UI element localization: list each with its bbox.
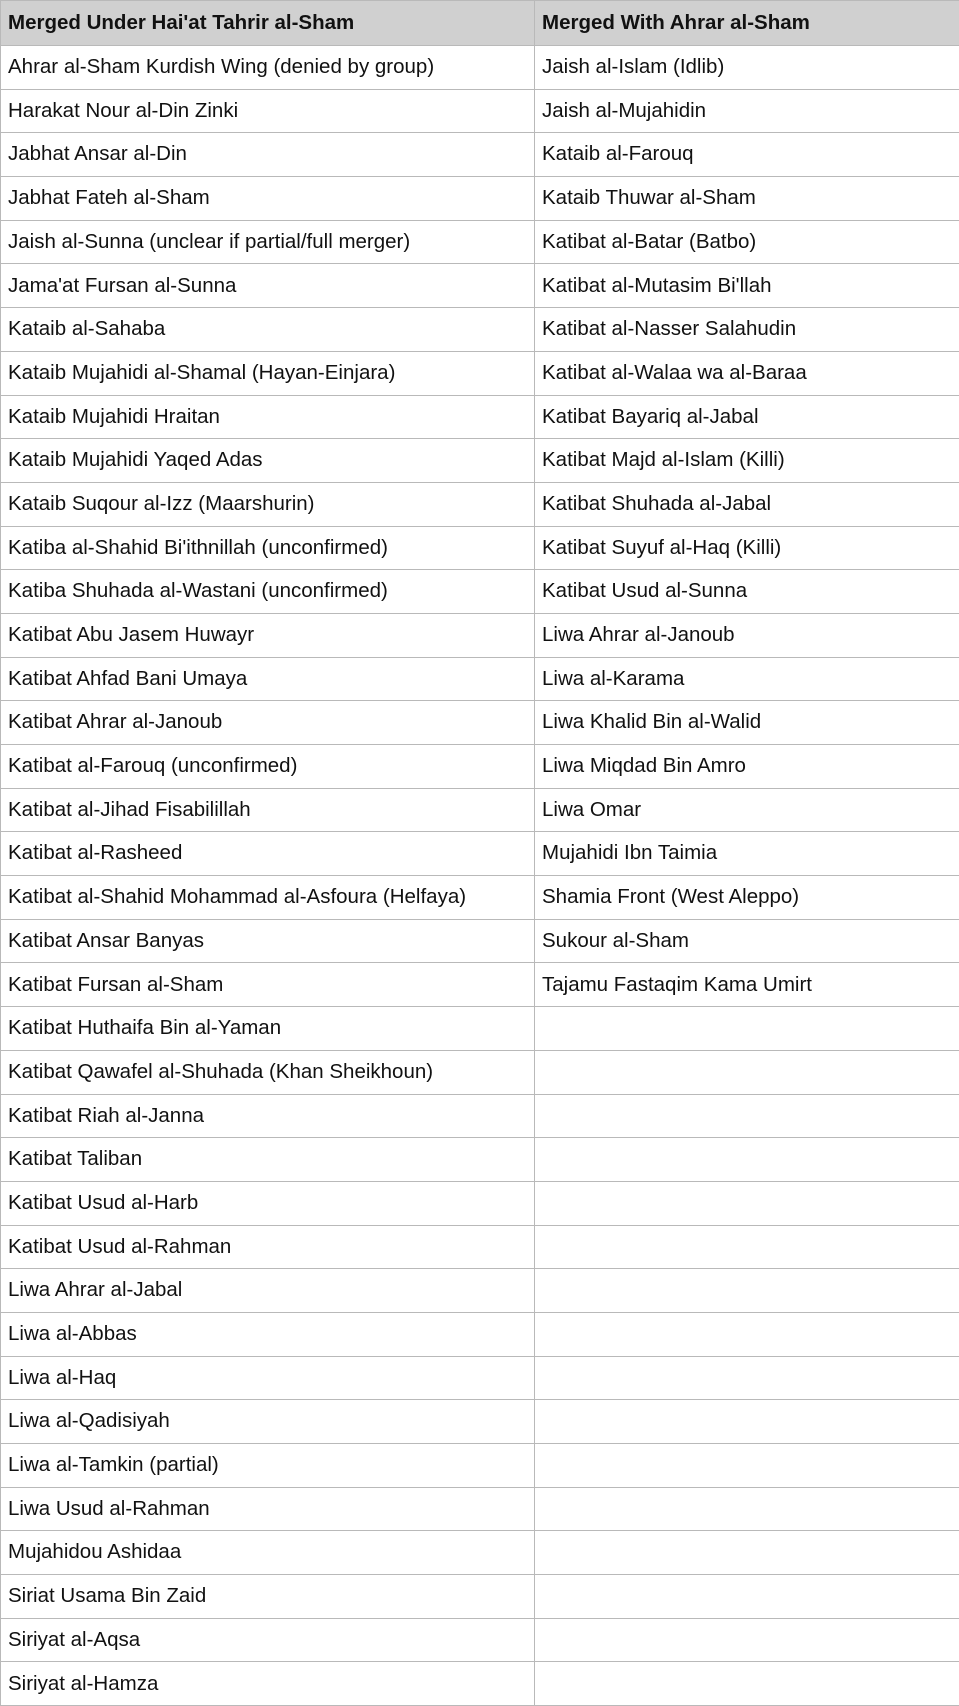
cell-ahrar-group	[535, 1269, 959, 1313]
cell-hts-group: Liwa Usud al-Rahman	[1, 1487, 535, 1531]
cell-hts-group: Jama'at Fursan al-Sunna	[1, 264, 535, 308]
table-row	[1, 1618, 959, 1662]
header-ahrar-column: Merged With Ahrar al-Sham	[535, 1, 959, 46]
table-row	[1, 1662, 959, 1706]
table-row	[1, 788, 959, 832]
table-row	[1, 613, 959, 657]
cell-ahrar-group	[535, 1225, 959, 1269]
cell-hts-group: Liwa al-Qadisiyah	[1, 1400, 535, 1444]
table-body	[1, 46, 959, 1706]
table-row	[1, 963, 959, 1007]
cell-hts-group: Jaish al-Sunna (unclear if partial/full merger)	[1, 220, 535, 264]
cell-hts-group: Katibat Huthaifa Bin al-Yaman	[1, 1007, 535, 1051]
table-row	[1, 1487, 959, 1531]
cell-ahrar-group: Jaish al-Islam (Idlib)	[535, 46, 959, 90]
cell-ahrar-group: Liwa Omar	[535, 788, 959, 832]
table-row	[1, 308, 959, 352]
cell-hts-group: Katibat al-Shahid Mohammad al-Asfoura (Helfaya)	[1, 876, 535, 920]
cell-ahrar-group	[535, 1575, 959, 1619]
cell-ahrar-group: Katibat Usud al-Sunna	[535, 570, 959, 614]
cell-ahrar-group: Liwa Miqdad Bin Amro	[535, 745, 959, 789]
cell-ahrar-group: Kataib Thuwar al-Sham	[535, 177, 959, 221]
cell-hts-group: Liwa Ahrar al-Jabal	[1, 1269, 535, 1313]
cell-hts-group: Katibat Usud al-Harb	[1, 1181, 535, 1225]
cell-ahrar-group	[535, 1662, 959, 1706]
cell-hts-group: Siriyat al-Aqsa	[1, 1618, 535, 1662]
cell-hts-group: Jabhat Ansar al-Din	[1, 133, 535, 177]
cell-ahrar-group	[535, 1138, 959, 1182]
cell-hts-group: Liwa al-Abbas	[1, 1312, 535, 1356]
cell-ahrar-group: Katibat Suyuf al-Haq (Killi)	[535, 526, 959, 570]
cell-ahrar-group: Liwa al-Karama	[535, 657, 959, 701]
cell-hts-group: Liwa al-Tamkin (partial)	[1, 1444, 535, 1488]
cell-ahrar-group	[535, 1007, 959, 1051]
table-row	[1, 264, 959, 308]
table-row	[1, 570, 959, 614]
table-row	[1, 701, 959, 745]
cell-ahrar-group	[535, 1618, 959, 1662]
header-hts-column: Merged Under Hai'at Tahrir al-Sham	[1, 1, 535, 46]
table-row	[1, 1181, 959, 1225]
cell-ahrar-group	[535, 1312, 959, 1356]
table-row	[1, 133, 959, 177]
cell-ahrar-group	[535, 1531, 959, 1575]
cell-ahrar-group: Katibat al-Batar (Batbo)	[535, 220, 959, 264]
table-row	[1, 439, 959, 483]
table-header	[1, 1, 959, 46]
table-row	[1, 1531, 959, 1575]
table-row	[1, 1356, 959, 1400]
cell-hts-group: Liwa al-Haq	[1, 1356, 535, 1400]
cell-hts-group: Harakat Nour al-Din Zinki	[1, 89, 535, 133]
table-row	[1, 876, 959, 920]
table-row	[1, 351, 959, 395]
cell-hts-group: Katibat Usud al-Rahman	[1, 1225, 535, 1269]
header-row	[1, 1, 959, 46]
table-row	[1, 1575, 959, 1619]
cell-ahrar-group	[535, 1487, 959, 1531]
cell-ahrar-group	[535, 1094, 959, 1138]
cell-hts-group: Katibat al-Jihad Fisabilillah	[1, 788, 535, 832]
cell-ahrar-group: Katibat al-Mutasim Bi'llah	[535, 264, 959, 308]
cell-hts-group: Kataib Suqour al-Izz (Maarshurin)	[1, 482, 535, 526]
cell-ahrar-group: Sukour al-Sham	[535, 919, 959, 963]
table-row	[1, 395, 959, 439]
cell-hts-group: Kataib Mujahidi al-Shamal (Hayan-Einjara)	[1, 351, 535, 395]
table-row	[1, 1444, 959, 1488]
cell-hts-group: Katiba al-Shahid Bi'ithnillah (unconfirmed)	[1, 526, 535, 570]
table-row	[1, 1312, 959, 1356]
cell-hts-group: Katibat Taliban	[1, 1138, 535, 1182]
cell-hts-group: Kataib Mujahidi Yaqed Adas	[1, 439, 535, 483]
table-row	[1, 1269, 959, 1313]
table-row	[1, 1138, 959, 1182]
cell-ahrar-group	[535, 1181, 959, 1225]
cell-hts-group: Siriyat al-Hamza	[1, 1662, 535, 1706]
table-row	[1, 1050, 959, 1094]
cell-hts-group: Katibat Qawafel al-Shuhada (Khan Sheikhoun)	[1, 1050, 535, 1094]
table-row	[1, 832, 959, 876]
cell-ahrar-group	[535, 1356, 959, 1400]
table-row	[1, 46, 959, 90]
table-row	[1, 177, 959, 221]
cell-hts-group: Ahrar al-Sham Kurdish Wing (denied by group)	[1, 46, 535, 90]
cell-ahrar-group: Jaish al-Mujahidin	[535, 89, 959, 133]
table-row	[1, 1007, 959, 1051]
cell-ahrar-group: Katibat Majd al-Islam (Killi)	[535, 439, 959, 483]
cell-ahrar-group: Mujahidi Ibn Taimia	[535, 832, 959, 876]
cell-hts-group: Jabhat Fateh al-Sham	[1, 177, 535, 221]
cell-hts-group: Siriat Usama Bin Zaid	[1, 1575, 535, 1619]
cell-hts-group: Katibat al-Farouq (unconfirmed)	[1, 745, 535, 789]
cell-ahrar-group: Katibat al-Walaa wa al-Baraa	[535, 351, 959, 395]
table-row	[1, 1400, 959, 1444]
cell-ahrar-group: Liwa Ahrar al-Janoub	[535, 613, 959, 657]
cell-hts-group: Mujahidou Ashidaa	[1, 1531, 535, 1575]
table-row	[1, 89, 959, 133]
table-row	[1, 526, 959, 570]
cell-ahrar-group: Shamia Front (West Aleppo)	[535, 876, 959, 920]
table-row	[1, 745, 959, 789]
cell-ahrar-group: Katibat Bayariq al-Jabal	[535, 395, 959, 439]
cell-hts-group: Katibat al-Rasheed	[1, 832, 535, 876]
cell-hts-group: Katibat Riah al-Janna	[1, 1094, 535, 1138]
cell-hts-group: Katibat Ahfad Bani Umaya	[1, 657, 535, 701]
table-row	[1, 1225, 959, 1269]
cell-hts-group: Katibat Ahrar al-Janoub	[1, 701, 535, 745]
table-row	[1, 919, 959, 963]
cell-ahrar-group: Katibat Shuhada al-Jabal	[535, 482, 959, 526]
cell-ahrar-group	[535, 1444, 959, 1488]
cell-hts-group: Katibat Fursan al-Sham	[1, 963, 535, 1007]
cell-hts-group: Kataib Mujahidi Hraitan	[1, 395, 535, 439]
table-row	[1, 1094, 959, 1138]
cell-hts-group: Katibat Ansar Banyas	[1, 919, 535, 963]
cell-ahrar-group: Tajamu Fastaqim Kama Umirt	[535, 963, 959, 1007]
cell-ahrar-group: Katibat al-Nasser Salahudin	[535, 308, 959, 352]
cell-hts-group: Katiba Shuhada al-Wastani (unconfirmed)	[1, 570, 535, 614]
table-row	[1, 657, 959, 701]
cell-ahrar-group: Kataib al-Farouq	[535, 133, 959, 177]
cell-hts-group: Katibat Abu Jasem Huwayr	[1, 613, 535, 657]
table-row	[1, 482, 959, 526]
cell-ahrar-group	[535, 1400, 959, 1444]
cell-ahrar-group	[535, 1050, 959, 1094]
cell-hts-group: Kataib al-Sahaba	[1, 308, 535, 352]
cell-ahrar-group: Liwa Khalid Bin al-Walid	[535, 701, 959, 745]
table-row	[1, 220, 959, 264]
